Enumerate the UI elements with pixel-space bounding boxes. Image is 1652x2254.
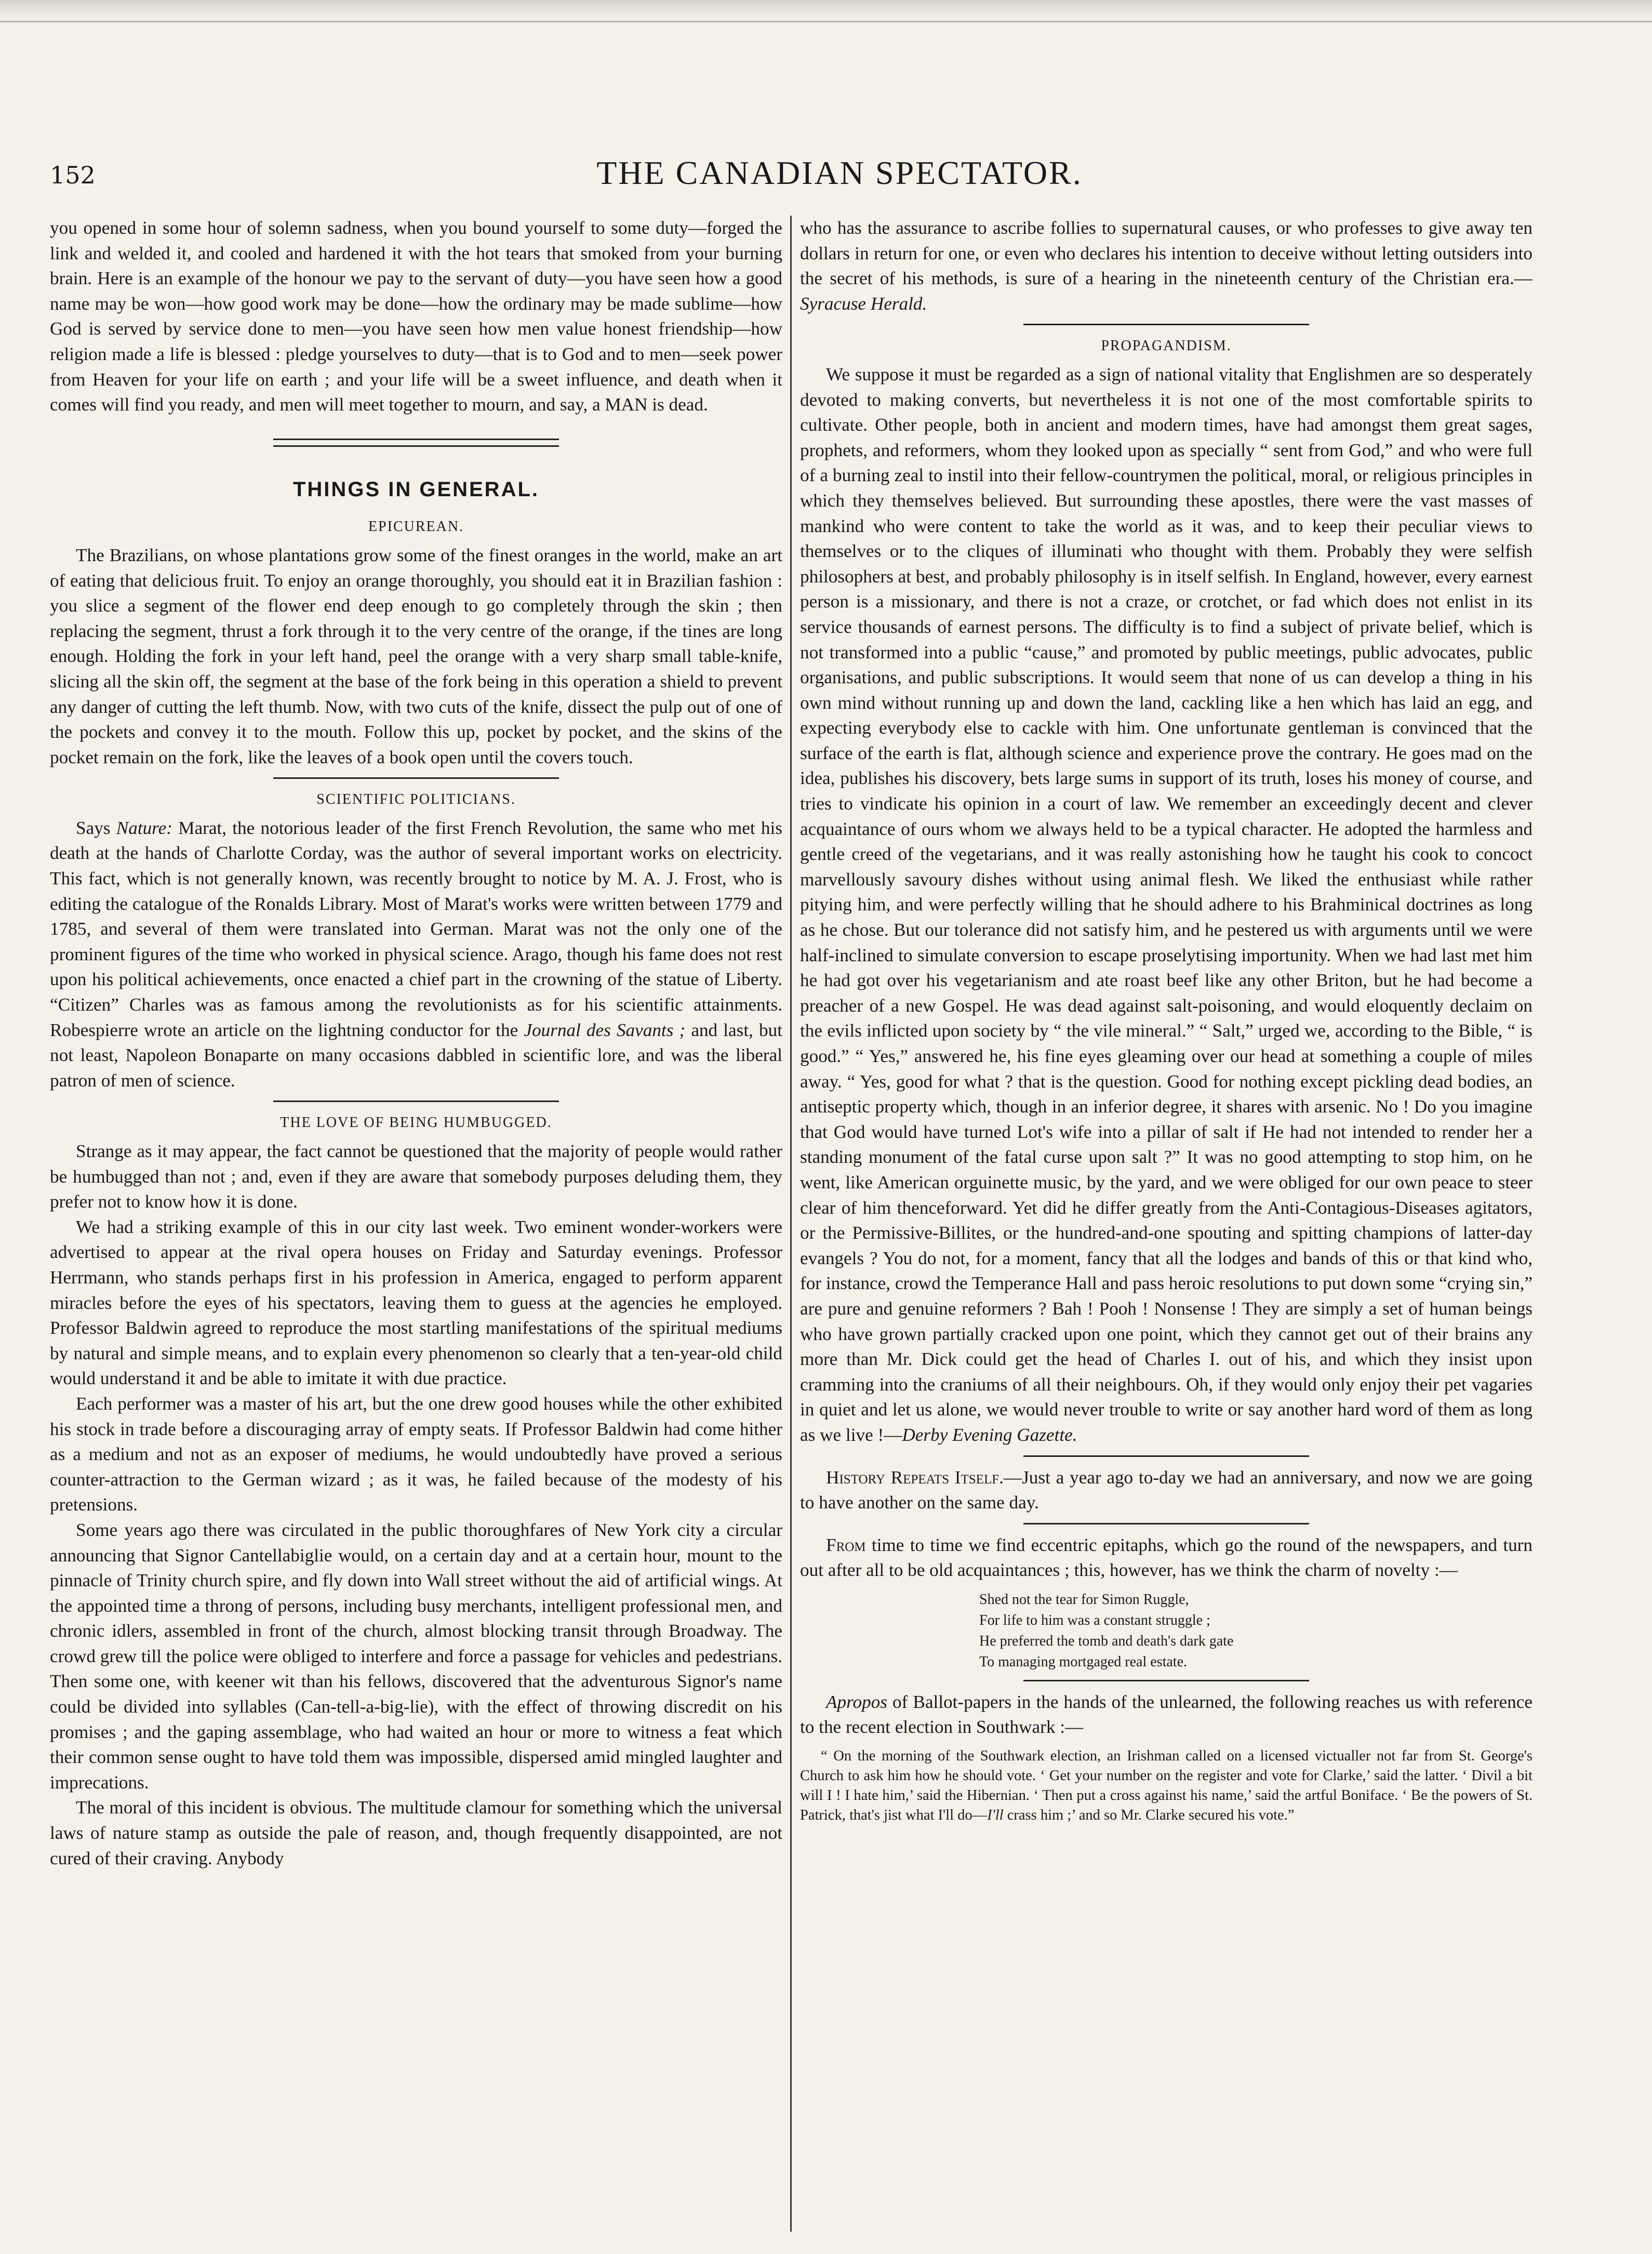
continued-text: who has the assurance to ascribe follies to supernatural causes, or who professes to give away ten dollars in return for one, or even who declares his intention to deceive without letting outsiders into the secret of his methods, is sure of a hearing in the nineteenth century of the Christian era.— (800, 218, 1533, 289)
ballot-text: of Ballot-papers in the hands of the unlearned, the following reaches us with reference to the recent election in Southwark :— (800, 1691, 1533, 1738)
propagandism-text: We suppose it must be regarded as a sign of national vitality that Englishmen are so desperately devoted to making converts, but nevertheless it is not one of the most comfortable spirits to cultivate. Other people, both in ancient and modern times, have had amongst them great sages, prophets, and reformers, whom they looked upon as specially “ sent from God,” and who were full of a burning zeal to instil into their fellow-countrymen the political, moral, or religious principles in which they themselves believed. But surrounding these apostles, there were the vast masses of mankind who were content to take the world as it was, and to keep their peculiar views to themselves or to the cliques of illuminati who thought with them. Probably they were selfish philosophers at best, and probably philosophy is in itself selfish. In England, however, every earnest person is a missionary, and there is not a craze, or crotchet, or fad which does not enlist in its service thousands of earnest persons. The difficulty is to find a subject of private belief, which is not transformed into a public “cause,” and promoted by public meetings, public advocates, public organisations, and public subscriptions. It would seem that none of us can develop a thing in his own mind without running up and down the land, cackling like a hen which has laid an egg, and expecting everybody else to cackle with him. One unfortunate gentleman is convinced that the surface of the earth is flat, although science and experience prove the contrary. He goes mad on the idea, publishes his discovery, bets large sums in support of its truth, loses his money of course, and tries to vindicate his opinion in a court of law. We remember an exceedingly decent and clever acquaintance of ours whom we always held to be a typical character. He adopted the harmless and gentle creed of the vegetarians, and it was really astonishing how he taught his cook to concoct marvellously savoury dishes without using animal flesh. We liked the enthusiast while rather pitying him, and were perfectly willing that he should adhere to his Brahminical doctrines as long as he chose. But our tolerance did not satisfy him, and he pestered us with arguments until we were half-inclined to simulate conversion to escape proselytising importunity. When we had last met him he had got over his vegetarianism and ate roast beef like any other Briton, but he had become a preacher of a new Gospel. He was dead against salt-poisoning, and would eloquently declaim on the evils inflicted upon society by “ the vile mineral.” “ Salt,” urged we, according to the Bible, “ is good.” “ Yes,” answered he, his fine eyes gleaming over our head at something a couple of miles away. “ Yes, good for what ? that is the question. Good for nothing except pickling dead bodies, an antiseptic property which, though in an inferior degree, it shares with arsenic. No ! Do you imagine that God would have turned Lot's wife into a pillar of salt if He had not intended to render her a standing monument of the fatal curse upon salt ?” It was no good attempting to stop him, on he went, like American orguinette music, by the yard, and we were obliged for our own peace to steer clear of him thenceforward. Yet did he differ greatly from the Anti-Contagious-Diseases agitators, or the Permissive-Billites, or the hundred-and-one spouting and spitting champions of latter-day evangels ? You do not, for a moment, fancy that all the lodges and bands of this or that kind who, for instance, crowd the Temperance Hall and pass heroic resolutions to put down some “crying sin,” are pure and genuine reformers ? Bah ! Pooh ! Nonsense ! They are simply a set of human beings who have grown partially cracked upon one point, which they cannot get out of their brains any more than Mr. Dick could get the head of Charles I. out of his, and which they insist upon cramming into the craniums of all their neighbours. Oh, if they would only enjoy their pet vagaries in quiet and let us alone, we would never trouble to write or say another hard word of them as long as we live !— (800, 364, 1533, 1445)
politicians-source: Nature: (116, 817, 172, 838)
article-divider (1023, 324, 1309, 325)
epitaph-lead: From (826, 1534, 866, 1555)
history-lead: History Repeats Itself. (826, 1467, 1004, 1488)
article-divider (273, 777, 559, 779)
ballot-quote-2: crass him ;’ and so Mr. Clarke secured his vote.” (1003, 1807, 1295, 1824)
propagandism-source: Derby Evening Gazette. (902, 1424, 1077, 1445)
epitaph-poem (979, 1589, 1533, 1673)
section-title: THINGS IN GENERAL. (292, 478, 540, 501)
ballot-paragraph (800, 1690, 1533, 1740)
article-text-politicians (50, 816, 782, 1094)
intro-paragraph: you opened in some hour of solemn sadness, when you bound yourself to some duty—forged the link and welded it, and cooled and hardened it with the hot tears that smoked from your burning brain. Here is an example of the honour we pay to the servant of duty—you have seen how a good name may be won—how good work may be done—how the ordinary may be made sublime—how God is served by service done to men—you have seen how men value honest friendship—how religion made a life is blessed : pledge yourselves to duty—that is to God and to men—seek power from Heaven for your life on earth ; and your life will be a sweet influence, and death when it comes will find you ready, and men will meet together to mourn, and say, a MAN is dead. (50, 218, 782, 415)
continued-source: Syracuse Herald. (800, 293, 927, 314)
article-divider (1023, 1455, 1309, 1457)
article-divider (273, 1101, 559, 1102)
humbugged-paragraph-2: We had a striking example of this in our city last week. Two eminent wonder-workers were advertised to appear at the rival opera houses on Friday and Saturday evenings. Professor Herrmann, who stands perhaps first in his profession in America, engaged to perform apparent miracles before the eyes of his spectators, leaving them to guess at the agencies he employed. Professor Baldwin agreed to reproduce the most startling manifestations of the spiritual mediums by natural and simple means, and to explain every phenomenon so clearly that a ten-year-old child would understand it and be able to imitate it with due practice. (50, 1216, 782, 1389)
humbugged-paragraph-3: Each performer was a master of his art, but the one drew good houses while the other exhibited his stock in trade before a discouraging array of empty seats. If Professor Baldwin had come hither as a medium and not as an exposer of mediums, he would undoubtedly have proved a serious counter-attraction to the German wizard ; as it was, he failed because of the modesty of his pretensions. (50, 1393, 782, 1515)
article-title-epicurean: EPICUREAN. (368, 519, 464, 535)
continued-paragraph (800, 216, 1533, 316)
poem-line: For life to him was a constant struggle ; (979, 1612, 1210, 1628)
humbugged-paragraph-1: Strange as it may appear, the fact cannot be questioned that the majority of people would rather be humbugged than not ; and, even if they are aware that somebody purposes deluding them, they prefer not to know how it is done. (50, 1141, 782, 1212)
article-text-epicurean: The Brazilians, on whose plantations grow some of the finest oranges in the world, make an art of eating that delicious fruit. To enjoy an orange thoroughly, you should eat it in Brazilian fashion : you slice a segment of the flower end deep enough to go completely through the skin ; then replacing the segment, thrust a fork through it to the very centre of the orange, if the tines are long enough. Holding the fork in your left hand, peel the orange with a very sharp small table-knife, slicing all the skin off, the segment at the base of the fork being in this operation a shield to prevent any danger of cutting the left thumb. Now, with two cuts of the knife, dissect the pulp out of one of the pockets and convey it to the mouth. Follow this up, pocket by pocket, and the skins of the pocket remain on the fork, like the leaves of a book open until the covers touch. (50, 545, 782, 767)
poem-line: To managing mortgaged real estate. (979, 1653, 1187, 1670)
article-divider (1023, 1680, 1309, 1681)
epitaph-text: time to time we find eccentric epitaphs, which go the round of the newspapers, and turn out after all to be old acquaintances ; this, however, has we think the charm of novelty :— (800, 1534, 1533, 1581)
poem-line: Shed not the tear for Simon Ruggle, (979, 1591, 1189, 1608)
ballot-quote-1: “ On the morning of the Southwark election, an Irishman called on a licensed victualler not far from St. George's Church to ask him how he should vote. ‘ Get your number on the register and vote for Clarke,’ said the latter. ‘ Divil a bit will I ! I hate him,’ said the Hibernian. ‘ Then put a cross against his name,’ said the artful Boniface. ‘ Be the powers of St. Patrick, that's jist what I'll do— (800, 1748, 1533, 1824)
history-paragraph (800, 1465, 1533, 1516)
running-head (50, 151, 1629, 203)
journal-title: THE CANADIAN SPECTATOR. (596, 154, 1083, 191)
epitaph-paragraph (800, 1533, 1533, 1583)
humbugged-paragraph-4: Some years ago there was circulated in the public thoroughfares of New York city a circular announcing that Signor Cantellabiglie would, on a certain day and at a certain hour, mount to the pinnacle of Trinity church spire, and fly down into Wall street without the aid of artificial wings. At the appointed time a throng of persons, including busy merchants, intelligent professional men, and chronic idlers, assembled in front of the church, almost blocking transit through Broadway. The crowd grew till the police were obliged to interfere and force a passage for vehicles and pedestrians. Then some one, with keener wit than his fellows, discovered that the adventurous Signor's name could be divided into syllables (Can-tell-a-big-lie), with the effect of throwing discredit on his promises ; and the gaping assemblage, who had waited an hour or more to witness a feat which their common sense ought to have told them was impossible, dispersed amid mingled laughter and imprecations. (50, 1519, 782, 1793)
ballot-quote-em: I'll (987, 1807, 1004, 1824)
politicians-lead: Says (76, 817, 116, 838)
section-divider (273, 439, 559, 447)
politicians-text-1: Marat, the notorious leader of the first French Revolution, the same who met his death at the hands of Charlotte Corday, was the author of several important works on electricity. This fact, which is not generally known, was recently brought to notice by M. A. J. Frost, who is editing the catalogue of the Ronalds Library. Most of Marat's works were written between 1779 and 1785, and several of them were translated into German. Marat was not the only one of the prominent figures of the time who worked in physical science. Arago, though his fame does not rest upon his political achievements, once enacted a chief part in the crowning of the statue of Liberty. “Citizen” Charles was as famous among the revolutionists as for his scientific attainments. Robespierre wrote an article on the lightning conductor for the (50, 817, 782, 1040)
column-divider (790, 216, 792, 2232)
politicians-text-2: and last, but not least, Napoleon Bonaparte on many occasions dabbled in scientific lore, and was the liberal patron of men of science. (50, 1019, 782, 1091)
page-number: 152 (50, 161, 96, 189)
poem-line: He preferred the tomb and death's dark gate (979, 1633, 1234, 1649)
article-title-politicians: SCIENTIFIC POLITICIANS. (316, 791, 516, 808)
ballot-quote (800, 1746, 1533, 1825)
article-title-propagandism: PROPAGANDISM. (1101, 338, 1232, 354)
right-column (800, 216, 1533, 2232)
left-column (50, 216, 782, 2232)
article-text-propagandism (800, 362, 1533, 1448)
ballot-lead: Apropos (826, 1691, 887, 1712)
article-divider (1023, 1523, 1309, 1524)
article-title-humbugged: THE LOVE OF BEING HUMBUGGED. (280, 1115, 552, 1131)
humbugged-paragraph-5: The moral of this incident is obvious. The multitude clamour for something which the universal laws of nature stamp as outside the pale of reason, and, though frequently disappointed, are not cured of their craving. Anybody (50, 1797, 782, 1868)
politicians-journal: Journal des Savants ; (524, 1019, 686, 1040)
history-text: —Just a year ago to-day we had an anniversary, and now we are going to have another on the same day. (800, 1467, 1533, 1513)
scan-edge (0, 0, 1652, 22)
